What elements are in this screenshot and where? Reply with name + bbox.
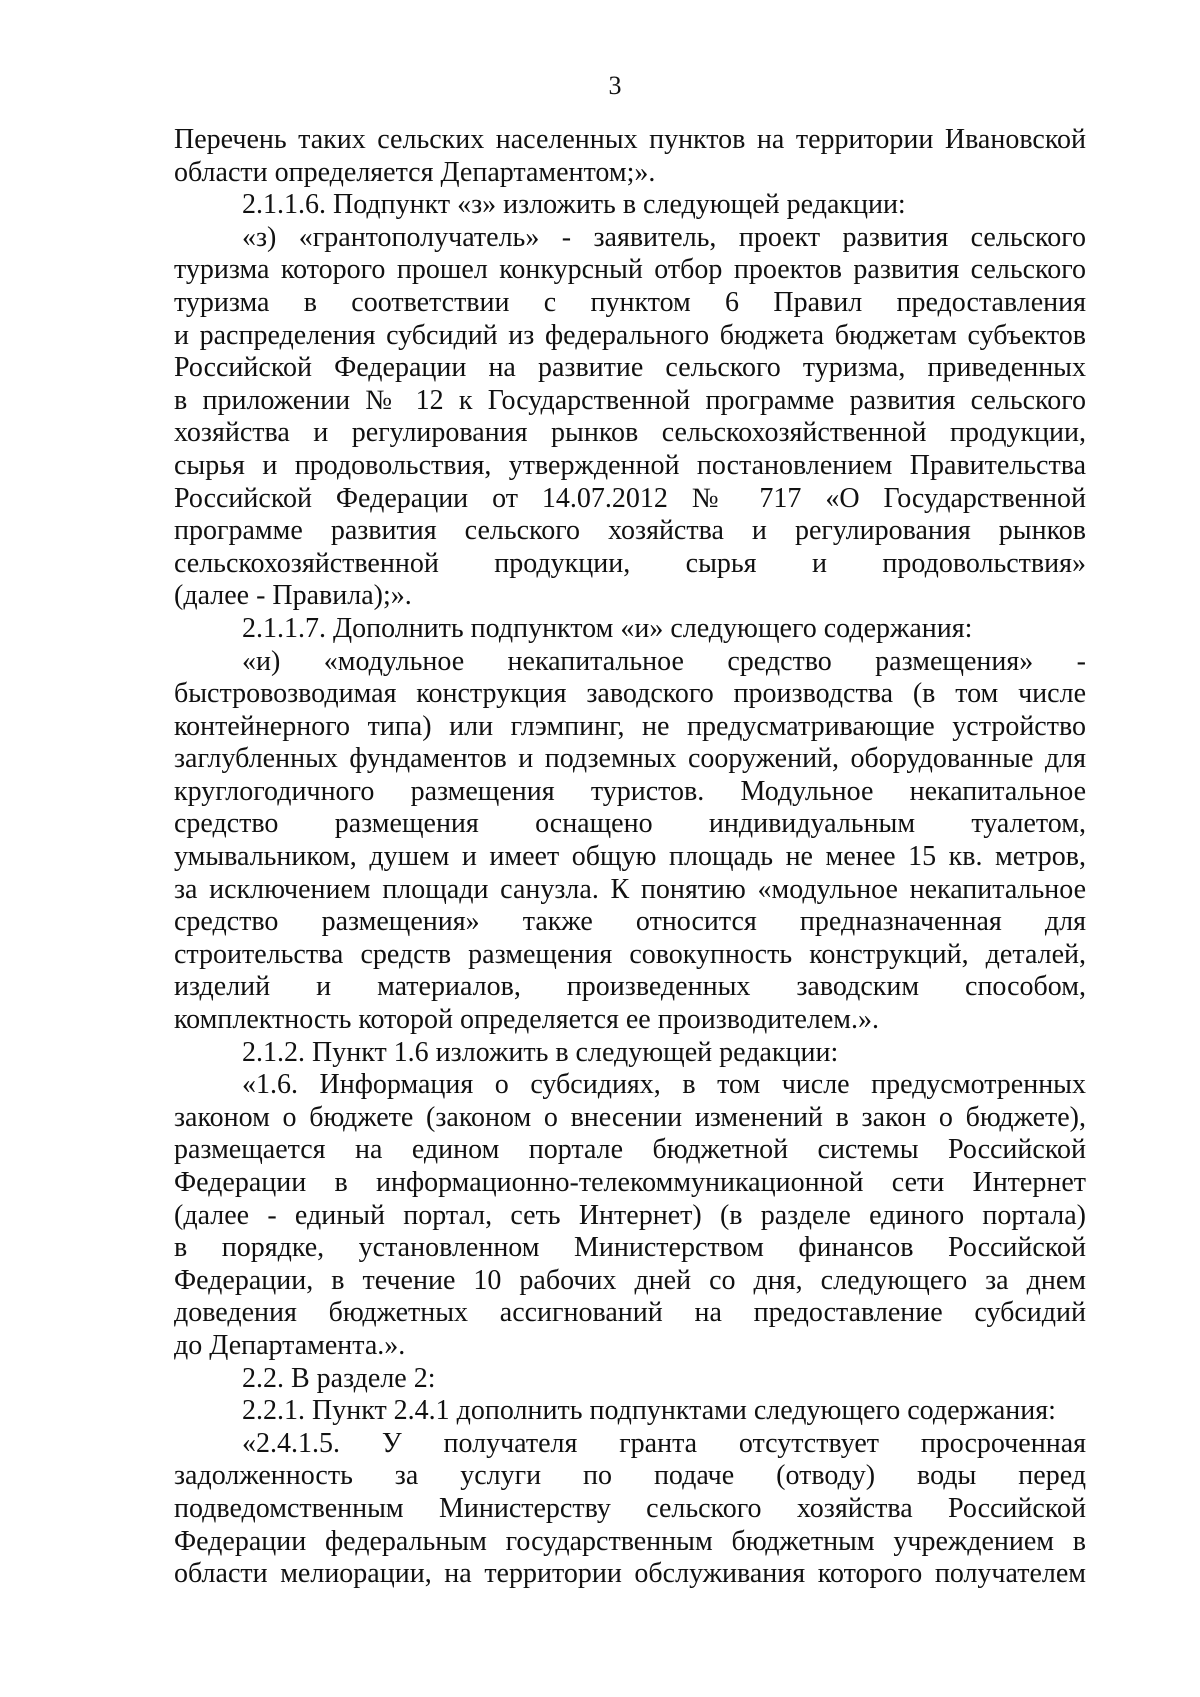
text-line: заглубленных фундаментов и подземных сооружений, оборудованные для [174, 743, 1086, 775]
text-line: в порядке, установленном Министерством финансов Российской [174, 1232, 1086, 1264]
document-body [174, 124, 1086, 1591]
text-line: строительства средств размещения совокупность конструкций, деталей, [174, 938, 1086, 970]
text-line: «и) «модульное некапитальное средство размещения» - [242, 645, 1086, 677]
text-line: области определяется Департаментом;». [174, 156, 656, 188]
text-line: средство размещения оснащено индивидуальным туалетом, [174, 808, 1086, 840]
text-line: законом о бюджете (законом о внесении изменений в закон о бюджете), [174, 1101, 1086, 1133]
text-line: Перечень таких сельских населенных пунктов на территории Ивановской [174, 124, 1086, 155]
text-line: до Департамента.». [174, 1329, 406, 1361]
text-line: (далее - Правила);». [174, 580, 412, 612]
text-line: «1.6. Информация о субсидиях, в том числе предусмотренных [242, 1069, 1086, 1101]
text-line: туризма в соответствии с пунктом 6 Правил предоставления [174, 286, 1086, 318]
text-line: Федерации в информационно-телекоммуникационной сети Интернет [174, 1167, 1086, 1198]
text-line: задолженность за услуги по подаче (отводу) воды перед [174, 1460, 1086, 1492]
text-line: Федерации федеральным государственным бюджетным учреждением в [174, 1525, 1086, 1557]
text-line: Российской Федерации на развитие сельского туризма, приведенных [174, 352, 1086, 384]
text-line: сырья и продовольствия, утвержденной постановлением Правительства [174, 449, 1086, 481]
text-line: 2.2. В разделе 2: [242, 1362, 436, 1394]
text-line: изделий и материалов, произведенных заводским способом, [174, 971, 1086, 1003]
text-line: 2.1.1.6. Подпункт «з» изложить в следующей редакции: [242, 189, 906, 221]
text-line: размещается на едином портале бюджетной системы Российской [174, 1134, 1086, 1166]
text-line: хозяйства и регулирования рынков сельскохозяйственной продукции, [174, 417, 1086, 449]
text-line: контейнерного типа) или глэмпинг, не предусматривающие устройство [174, 710, 1086, 742]
text-line: туризма которого прошел конкурсный отбор проектов развития сельского [174, 254, 1086, 286]
text-line: 2.1.2. Пункт 1.6 изложить в следующей редакции: [242, 1036, 839, 1068]
text-line: «з) «грантополучатель» - заявитель, проект развития сельского [242, 221, 1086, 253]
text-line: «2.4.1.5. У получателя гранта отсутствует просроченная [242, 1427, 1086, 1459]
text-line: сельскохозяйственной продукции, сырья и продовольствия» [174, 547, 1086, 579]
text-line: подведомственным Министерству сельского хозяйства Российской [174, 1492, 1086, 1524]
text-line: Российской Федерации от 14.07.2012 № 717 «О Государственной [174, 482, 1086, 514]
text-line: быстровозводимая конструкция заводского производства (в том числе [174, 678, 1086, 710]
text-line: доведения бюджетных ассигнований на предоставление субсидий [174, 1297, 1086, 1329]
text-line: в приложении № 12 к Государственной программе развития сельского [174, 384, 1086, 416]
text-line: 2.1.1.7. Дополнить подпунктом «и» следующего содержания: [242, 612, 973, 644]
text-line: области мелиорации, на территории обслуживания которого получателем [174, 1558, 1086, 1590]
text-line: программе развития сельского хозяйства и регулирования рынков [174, 515, 1086, 547]
text-line: и распределения субсидий из федерального бюджета бюджетам субъектов [174, 319, 1086, 351]
text-line: круглогодичного размещения туристов. Модульное некапитальное [174, 775, 1086, 807]
page-number: 3 [608, 71, 622, 100]
text-line: комплектность которой определяется ее производителем.». [174, 1004, 880, 1036]
text-line: средство размещения» также относится предназначенная для [174, 906, 1086, 938]
text-line: (далее - единый портал, сеть Интернет) (в разделе единого портала) [174, 1199, 1086, 1231]
text-line: 2.2.1. Пункт 2.4.1 дополнить подпунктами следующего содержания: [242, 1395, 1056, 1427]
text-line: умывальником, душем и имеет общую площадь не менее 15 кв. метров, [174, 841, 1086, 873]
text-line: за исключением площади санузла. К понятию «модульное некапитальное [174, 873, 1086, 905]
text-line: Федерации, в течение 10 рабочих дней со дня, следующего за днем [174, 1264, 1086, 1296]
